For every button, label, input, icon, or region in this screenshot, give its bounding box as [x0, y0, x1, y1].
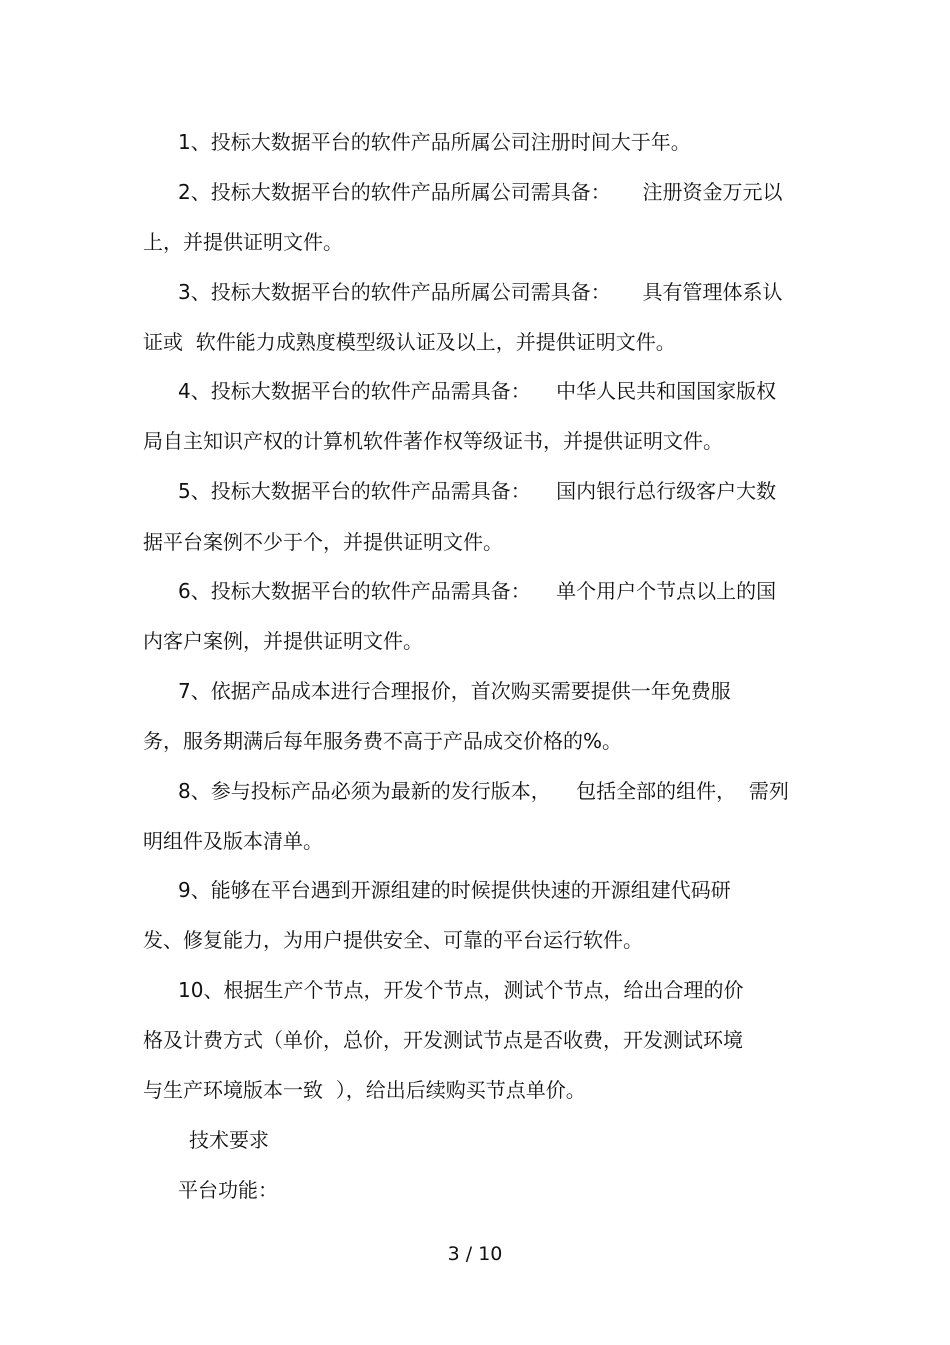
text-line: 务，服务期满后每年服务费不高于产品成交价格的%。	[143, 729, 623, 753]
text-line: 10、根据生产个节点，开发个节点，测试个节点，给出合理的价	[178, 978, 744, 1002]
text-line: 1、投标大数据平台的软件产品所属公司注册时间大于年。	[178, 130, 691, 154]
text-line: 内客户案例，并提供证明文件。	[143, 629, 423, 653]
page-number: 3 / 10	[447, 1243, 503, 1265]
section-heading: 技术要求	[189, 1128, 269, 1152]
text-line: 9、能够在平台遇到开源组建的时候提供快速的开源组建代码研	[178, 878, 731, 902]
text-line: 证或 软件能力成熟度模型级认证及以上，并提供证明文件。	[143, 330, 676, 354]
text-line: 2、投标大数据平台的软件产品所属公司需具备： 注册资金万元以	[178, 180, 783, 204]
text-line: 6、投标大数据平台的软件产品需具备： 单个用户个节点以上的国	[178, 579, 777, 603]
text-line: 4、投标大数据平台的软件产品需具备： 中华人民共和国国家版权	[178, 379, 777, 403]
subsection-heading: 平台功能：	[178, 1178, 278, 1202]
text-line: 7、依据产品成本进行合理报价，首次购买需要提供一年免费服	[178, 679, 731, 703]
text-line: 据平台案例不少于个，并提供证明文件。	[143, 530, 503, 554]
text-line: 局自主知识产权的计算机软件著作权等级证书，并提供证明文件。	[143, 429, 723, 453]
text-line: 3、投标大数据平台的软件产品所属公司需具备： 具有管理体系认	[178, 280, 783, 304]
text-line: 8、参与投标产品必须为最新的发行版本， 包括全部的组件， 需列	[178, 779, 789, 803]
text-line: 发、修复能力，为用户提供安全、可靠的平台运行软件。	[143, 928, 643, 952]
text-line: 明组件及版本清单。	[143, 829, 323, 853]
text-line: 上，并提供证明文件。	[143, 230, 343, 254]
text-line: 与生产环境版本一致 ），给出后续购买节点单价。	[143, 1078, 586, 1102]
text-line: 格及计费方式（单价，总价，开发测试节点是否收费，开发测试环境	[143, 1028, 743, 1052]
text-line: 5、投标大数据平台的软件产品需具备： 国内银行总行级客户大数	[178, 479, 777, 503]
